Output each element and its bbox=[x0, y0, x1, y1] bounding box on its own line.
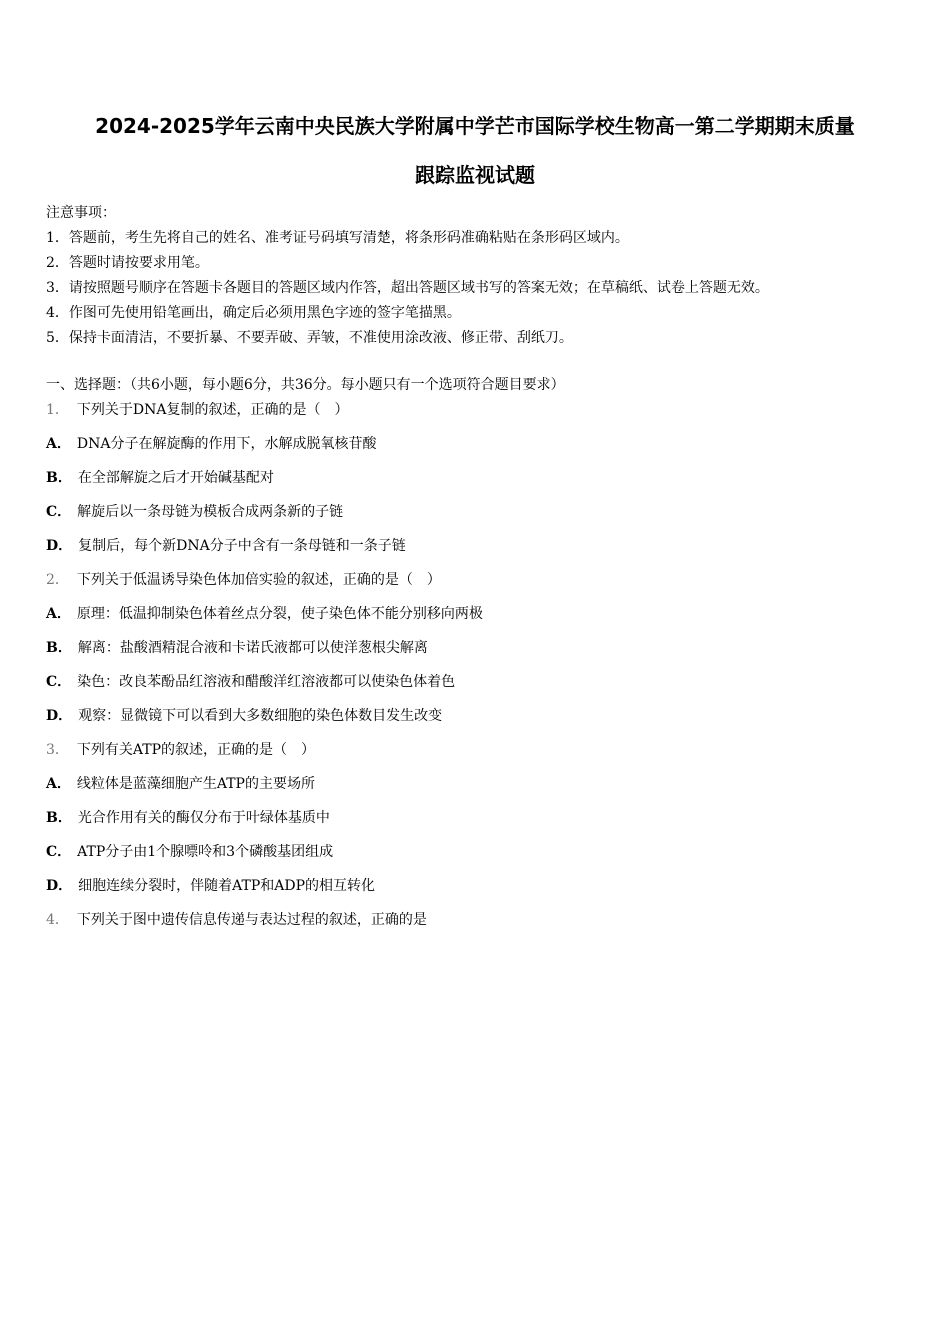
option-letter: A． bbox=[46, 776, 71, 792]
question-3-option-a[interactable] bbox=[46, 772, 916, 806]
question-text: 下列关于DNA复制的叙述，正确的是（ ） bbox=[76, 402, 349, 418]
option-letter: A． bbox=[46, 436, 71, 452]
option-letter: D． bbox=[46, 538, 73, 554]
option-text: 光合作用有关的酶仅分布于叶绿体基质中 bbox=[77, 810, 330, 826]
question-1-option-a[interactable] bbox=[46, 432, 916, 466]
option-text: 染色：改良苯酚品红溶液和醋酸洋红溶液都可以使染色体着色 bbox=[77, 674, 456, 690]
question-1-option-c[interactable] bbox=[46, 500, 916, 534]
question-2-option-d[interactable] bbox=[46, 704, 916, 738]
question-3-option-c[interactable] bbox=[46, 840, 916, 874]
notice-block bbox=[46, 201, 926, 351]
question-3-stem bbox=[46, 738, 916, 772]
question-text: 下列关于低温诱导染色体加倍实验的叙述，正确的是（ ） bbox=[76, 572, 441, 588]
option-letter: C． bbox=[46, 504, 72, 520]
option-letter: B． bbox=[46, 810, 72, 826]
option-text: 线粒体是蓝藻细胞产生ATP的主要场所 bbox=[76, 776, 315, 792]
question-3-option-d[interactable] bbox=[46, 874, 916, 908]
option-letter: D． bbox=[46, 708, 73, 724]
question-2-option-b[interactable] bbox=[46, 636, 916, 670]
option-text: 原理：低温抑制染色体着丝点分裂，使子染色体不能分别移向两极 bbox=[76, 606, 483, 622]
notice-item: 3．请按照题号顺序在答题卡各题目的答题区域内作答，超出答题区域书写的答案无效；在草稿纸、试卷上答题无效。 bbox=[46, 280, 769, 296]
question-2-option-c[interactable] bbox=[46, 670, 916, 704]
question-list bbox=[46, 398, 916, 942]
option-letter: D． bbox=[46, 878, 73, 894]
question-1-option-d[interactable] bbox=[46, 534, 916, 568]
notice-item: 4．作图可先使用铅笔画出，确定后必须用黑色字迹的签字笔描黑。 bbox=[46, 305, 461, 321]
section-heading: 一、选择题：（共6小题，每小题6分，共36分。每小题只有一个选项符合题目要求） bbox=[46, 377, 565, 393]
option-letter: B． bbox=[46, 470, 72, 486]
question-text: 下列关于图中遗传信息传递与表达过程的叙述，正确的是 bbox=[76, 912, 427, 928]
option-text: 复制后，每个新DNA分子中含有一条母链和一条子链 bbox=[78, 538, 406, 554]
question-number: 1． bbox=[46, 402, 69, 418]
option-text: 观察：显微镜下可以看到大多数细胞的染色体数目发生改变 bbox=[78, 708, 443, 724]
notice-item: 2．答题时请按要求用笔。 bbox=[46, 255, 209, 271]
option-letter: C． bbox=[46, 844, 72, 860]
option-text: 在全部解旋之后才开始碱基配对 bbox=[77, 470, 274, 486]
question-text: 下列有关ATP的叙述，正确的是（ ） bbox=[76, 742, 316, 758]
option-text: 解离：盐酸酒精混合液和卡诺氏液都可以使洋葱根尖解离 bbox=[77, 640, 428, 656]
exam-title-line2: 跟踪监视试题 bbox=[415, 163, 535, 187]
option-text: ATP分子由1个腺嘌呤和3个磷酸基团组成 bbox=[77, 844, 334, 860]
question-4-stem bbox=[46, 908, 916, 942]
option-letter: C． bbox=[46, 674, 72, 690]
question-number: 4． bbox=[46, 912, 69, 928]
option-text: 细胞连续分裂时，伴随着ATP和ADP的相互转化 bbox=[78, 878, 375, 894]
notice-item: 1．答题前，考生先将自己的姓名、准考证号码填写清楚，将条形码准确粘贴在条形码区域内。 bbox=[46, 230, 629, 246]
option-text: 解旋后以一条母链为模板合成两条新的子链 bbox=[77, 504, 344, 520]
question-number: 3． bbox=[46, 742, 69, 758]
notice-heading: 注意事项： bbox=[46, 205, 116, 221]
option-text: DNA分子在解旋酶的作用下，水解成脱氧核苷酸 bbox=[76, 436, 377, 452]
option-letter: A． bbox=[46, 606, 71, 622]
question-2-option-a[interactable] bbox=[46, 602, 916, 636]
question-1-option-b[interactable] bbox=[46, 466, 916, 500]
question-3-option-b[interactable] bbox=[46, 806, 916, 840]
question-number: 2． bbox=[46, 572, 69, 588]
exam-title-line1: 2024-2025学年云南中央民族大学附属中学芒市国际学校生物高一第二学期期末质量 bbox=[95, 114, 855, 138]
option-letter: B． bbox=[46, 640, 72, 656]
notice-item: 5．保持卡面清洁，不要折暴、不要弄破、弄皱，不准使用涂改液、修正带、刮纸刀。 bbox=[46, 330, 573, 346]
question-2-stem bbox=[46, 568, 916, 602]
question-1-stem bbox=[46, 398, 916, 432]
